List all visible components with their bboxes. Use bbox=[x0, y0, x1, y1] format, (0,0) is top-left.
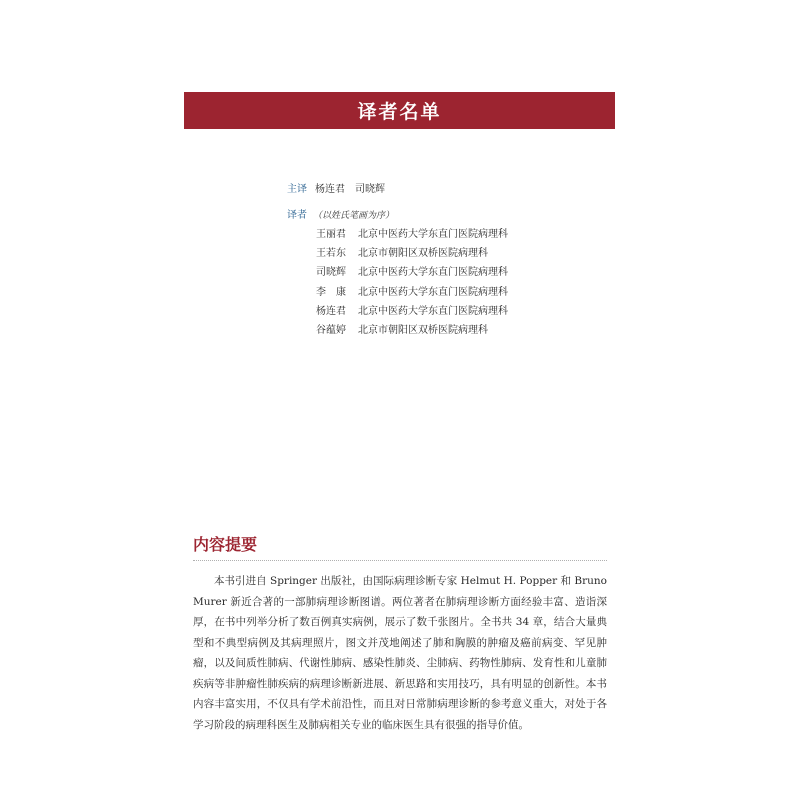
translator-name: 王丽君 bbox=[316, 229, 346, 240]
translator-name: 谷蕴婷 bbox=[316, 325, 346, 336]
translator-row bbox=[316, 286, 508, 300]
translator-affiliation: 北京中医药大学东直门医院病理科 bbox=[358, 287, 508, 298]
summary-heading: 内容提要 bbox=[193, 535, 258, 554]
translator-name: 王若东 bbox=[316, 248, 346, 259]
translator-row bbox=[316, 305, 508, 319]
translator-row bbox=[316, 247, 488, 261]
translator-row bbox=[316, 228, 508, 242]
chief-translators-line bbox=[287, 183, 385, 197]
summary-divider bbox=[193, 560, 607, 561]
translator-affiliation: 北京市朝阳区双桥医院病理科 bbox=[358, 248, 488, 259]
translators-heading bbox=[287, 209, 394, 223]
page-title: 译者名单 bbox=[357, 101, 442, 123]
translators-order-note: （以姓氏笔画为序） bbox=[313, 211, 395, 221]
translator-name: 司晓辉 bbox=[316, 267, 346, 278]
translator-name: 李 康 bbox=[316, 287, 346, 298]
chief-translators-label: 主译 bbox=[287, 184, 307, 195]
title-banner bbox=[184, 92, 615, 129]
translator-affiliation: 北京中医药大学东直门医院病理科 bbox=[358, 267, 508, 278]
translator-row bbox=[316, 266, 508, 280]
translator-affiliation: 北京中医药大学东直门医院病理科 bbox=[358, 306, 508, 317]
chief-translators-names: 杨连君 司晓辉 bbox=[315, 184, 385, 195]
translator-affiliation: 北京中医药大学东直门医院病理科 bbox=[358, 229, 508, 240]
translator-row bbox=[316, 324, 488, 338]
translators-label: 译者 bbox=[287, 210, 307, 221]
translator-name: 杨连君 bbox=[316, 306, 346, 317]
summary-paragraph: 本书引进自 Springer 出版社，由国际病理诊断专家 Helmut H. Popper 和 Bruno Murer 新近合著的一部肺病理诊断图谱。两位著者在肺病理诊断方面经验丰富、造诣深厚，在书中列举分析了数百例真实病例，展示了数千张图片。全书共 34 章，结合大量典型和不典型病例及其病理照片，图文并茂地阐述了肺和胸膜的肿瘤及癌前病变、罕见肿瘤，以及间质性肺病、代谢性肺病、感染性肺炎、尘肺病、药物性肺病、发育性和儿童肺疾病等非肿瘤性肺疾病的病理诊断新进展、新思路和实用技巧，具有明显的创新性。本书内容丰富实用，不仅具有学术前沿性，而且对日常肺病理诊断的参考意义重大，对处于各学习阶段的病理科医生及肺病相关专业的临床医生具有很强的指导价值。 bbox=[193, 575, 607, 731]
translator-affiliation: 北京市朝阳区双桥医院病理科 bbox=[358, 325, 488, 336]
